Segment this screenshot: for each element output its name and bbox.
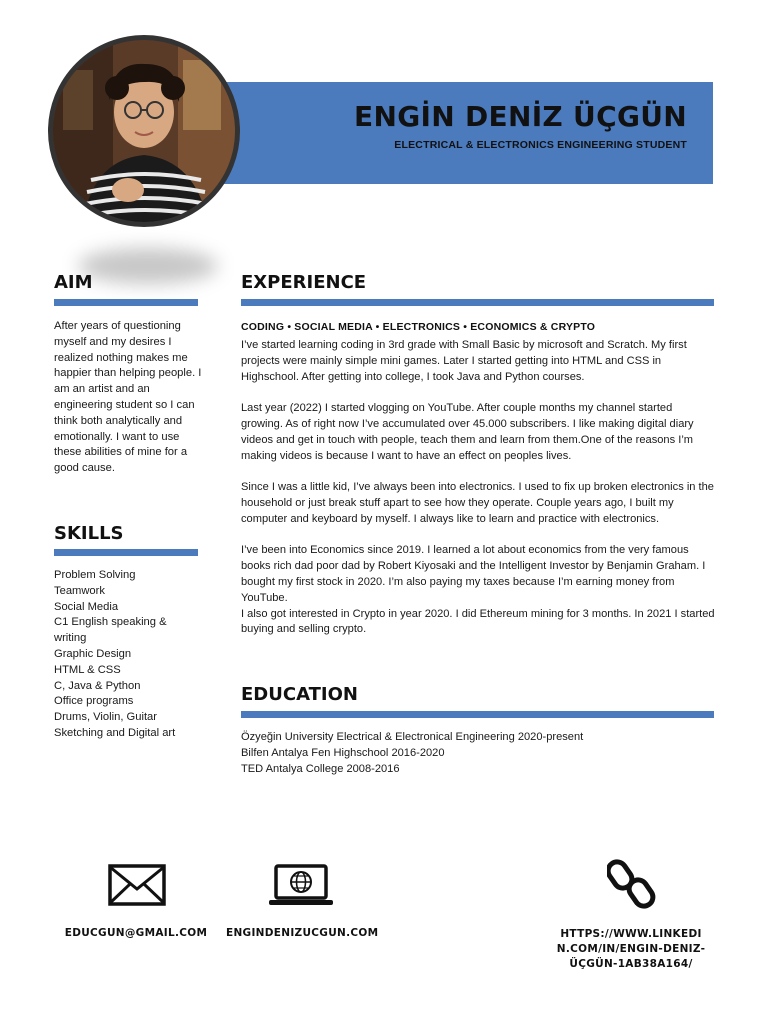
skill-item: Problem Solving [54,569,136,581]
experience-paragraph-youtube: Last year (2022) I started vlogging on YouTube. After couple months my channel started growing. As of right now I’ve accumulated over 45.000 subscribers. I like making digital diary videos and get in touch with people, teach them and learn from them.One of the reasons I’m making videos is because I want to have an effect on peoples lives. [241,402,694,462]
skill-item: Drums, Violin, Guitar [54,711,157,724]
experience-paragraph-economics: I’ve been into Economics since 2019. I learned a lot about economics from the very famous books rich dad poor dad by Robert Kiyosaki and the Intelligent Investor by Benjamin Graham. I bought my first stock in 2020. I’m also paying my taxes because I’m earning money from YouTube. [241,544,706,604]
photo-shadow [78,248,218,284]
profile-photo [48,35,240,227]
education-item: Özyeğin University Electrical & Electronical Engineering 2020-present [241,731,584,743]
skill-item: Sketching and Digital art [54,726,176,739]
education-rule [241,711,714,718]
header-band [200,82,713,184]
aim-title: AIM [54,272,93,293]
linkedin-link[interactable]: HTTPS://WWW.LINKEDIN.COM/IN/ENGIN-DENIZ-ÜÇGÜN-1AB38A164/ [556,928,706,970]
education-item: Bilfen Antalya Fen Highschool 2016-2020 [241,746,445,759]
skill-item: C1 English speaking & writing [54,616,167,645]
skill-item: Graphic Design [54,647,132,660]
education-list [241,730,711,777]
skills-list [54,568,184,742]
skills-rule [54,549,198,556]
experience-rule [241,299,714,306]
website-link[interactable]: ENGINDENIZUCGUN.COM [226,927,379,939]
experience-paragraph-crypto: I also got interested in Crypto in year 2020. I did Ethereum mining for 3 months. In 2021 I started buying and selling crypto. [241,607,715,636]
laptop-globe-icon [268,864,334,913]
education-item: TED Antalya College 2008-2016 [241,762,400,775]
skill-item: Teamwork [54,584,105,597]
experience-paragraph-electronics: Since I was a little kid, I’ve always been into electronics. I used to fix up broken electronics in the household or just break stuff apart to see how they operate. Couple years ago, I built my computer and keyboard by myself. I always like to learn and practice with electronics. [241,481,714,525]
skill-item: Social Media [54,600,119,613]
experience-body [241,338,716,654]
experience-tags: CODING • SOCIAL MEDIA • ELECTRONICS • ECONOMICS & CRYPTO [241,321,596,333]
skill-item: Office programs [54,695,134,708]
chain-link-icon [607,858,657,915]
experience-paragraph-coding: I’ve started learning coding in 3rd grade with Small Basic by microsoft and Scratch. My first projects were mainly simple mini games. Later I started getting into HTML and CSS in Highschool. After getting into college, I took Java and Python courses. [241,339,687,383]
email-link[interactable]: EDUCGUN@GMAIL.COM [64,927,208,939]
aim-rule [54,299,198,306]
skills-title: SKILLS [54,523,124,544]
envelope-icon [108,864,166,911]
candidate-name: ENGİN DENİZ ÜÇGÜN [354,100,687,133]
skill-item: HTML & CSS [54,663,121,676]
candidate-title: ELECTRICAL & ELECTRONICS ENGINEERING STUDENT [394,139,687,151]
experience-title: EXPERIENCE [241,272,367,293]
skill-item: C, Java & Python [54,679,141,692]
aim-text: After years of questioning myself and my desires I realized nothing makes me happier than helping people. I am an artist and an engineering student so I can think both analytically and emotionally. I want to use these abilities of mine for a good cause. [54,320,202,475]
education-title: EDUCATION [241,684,358,705]
